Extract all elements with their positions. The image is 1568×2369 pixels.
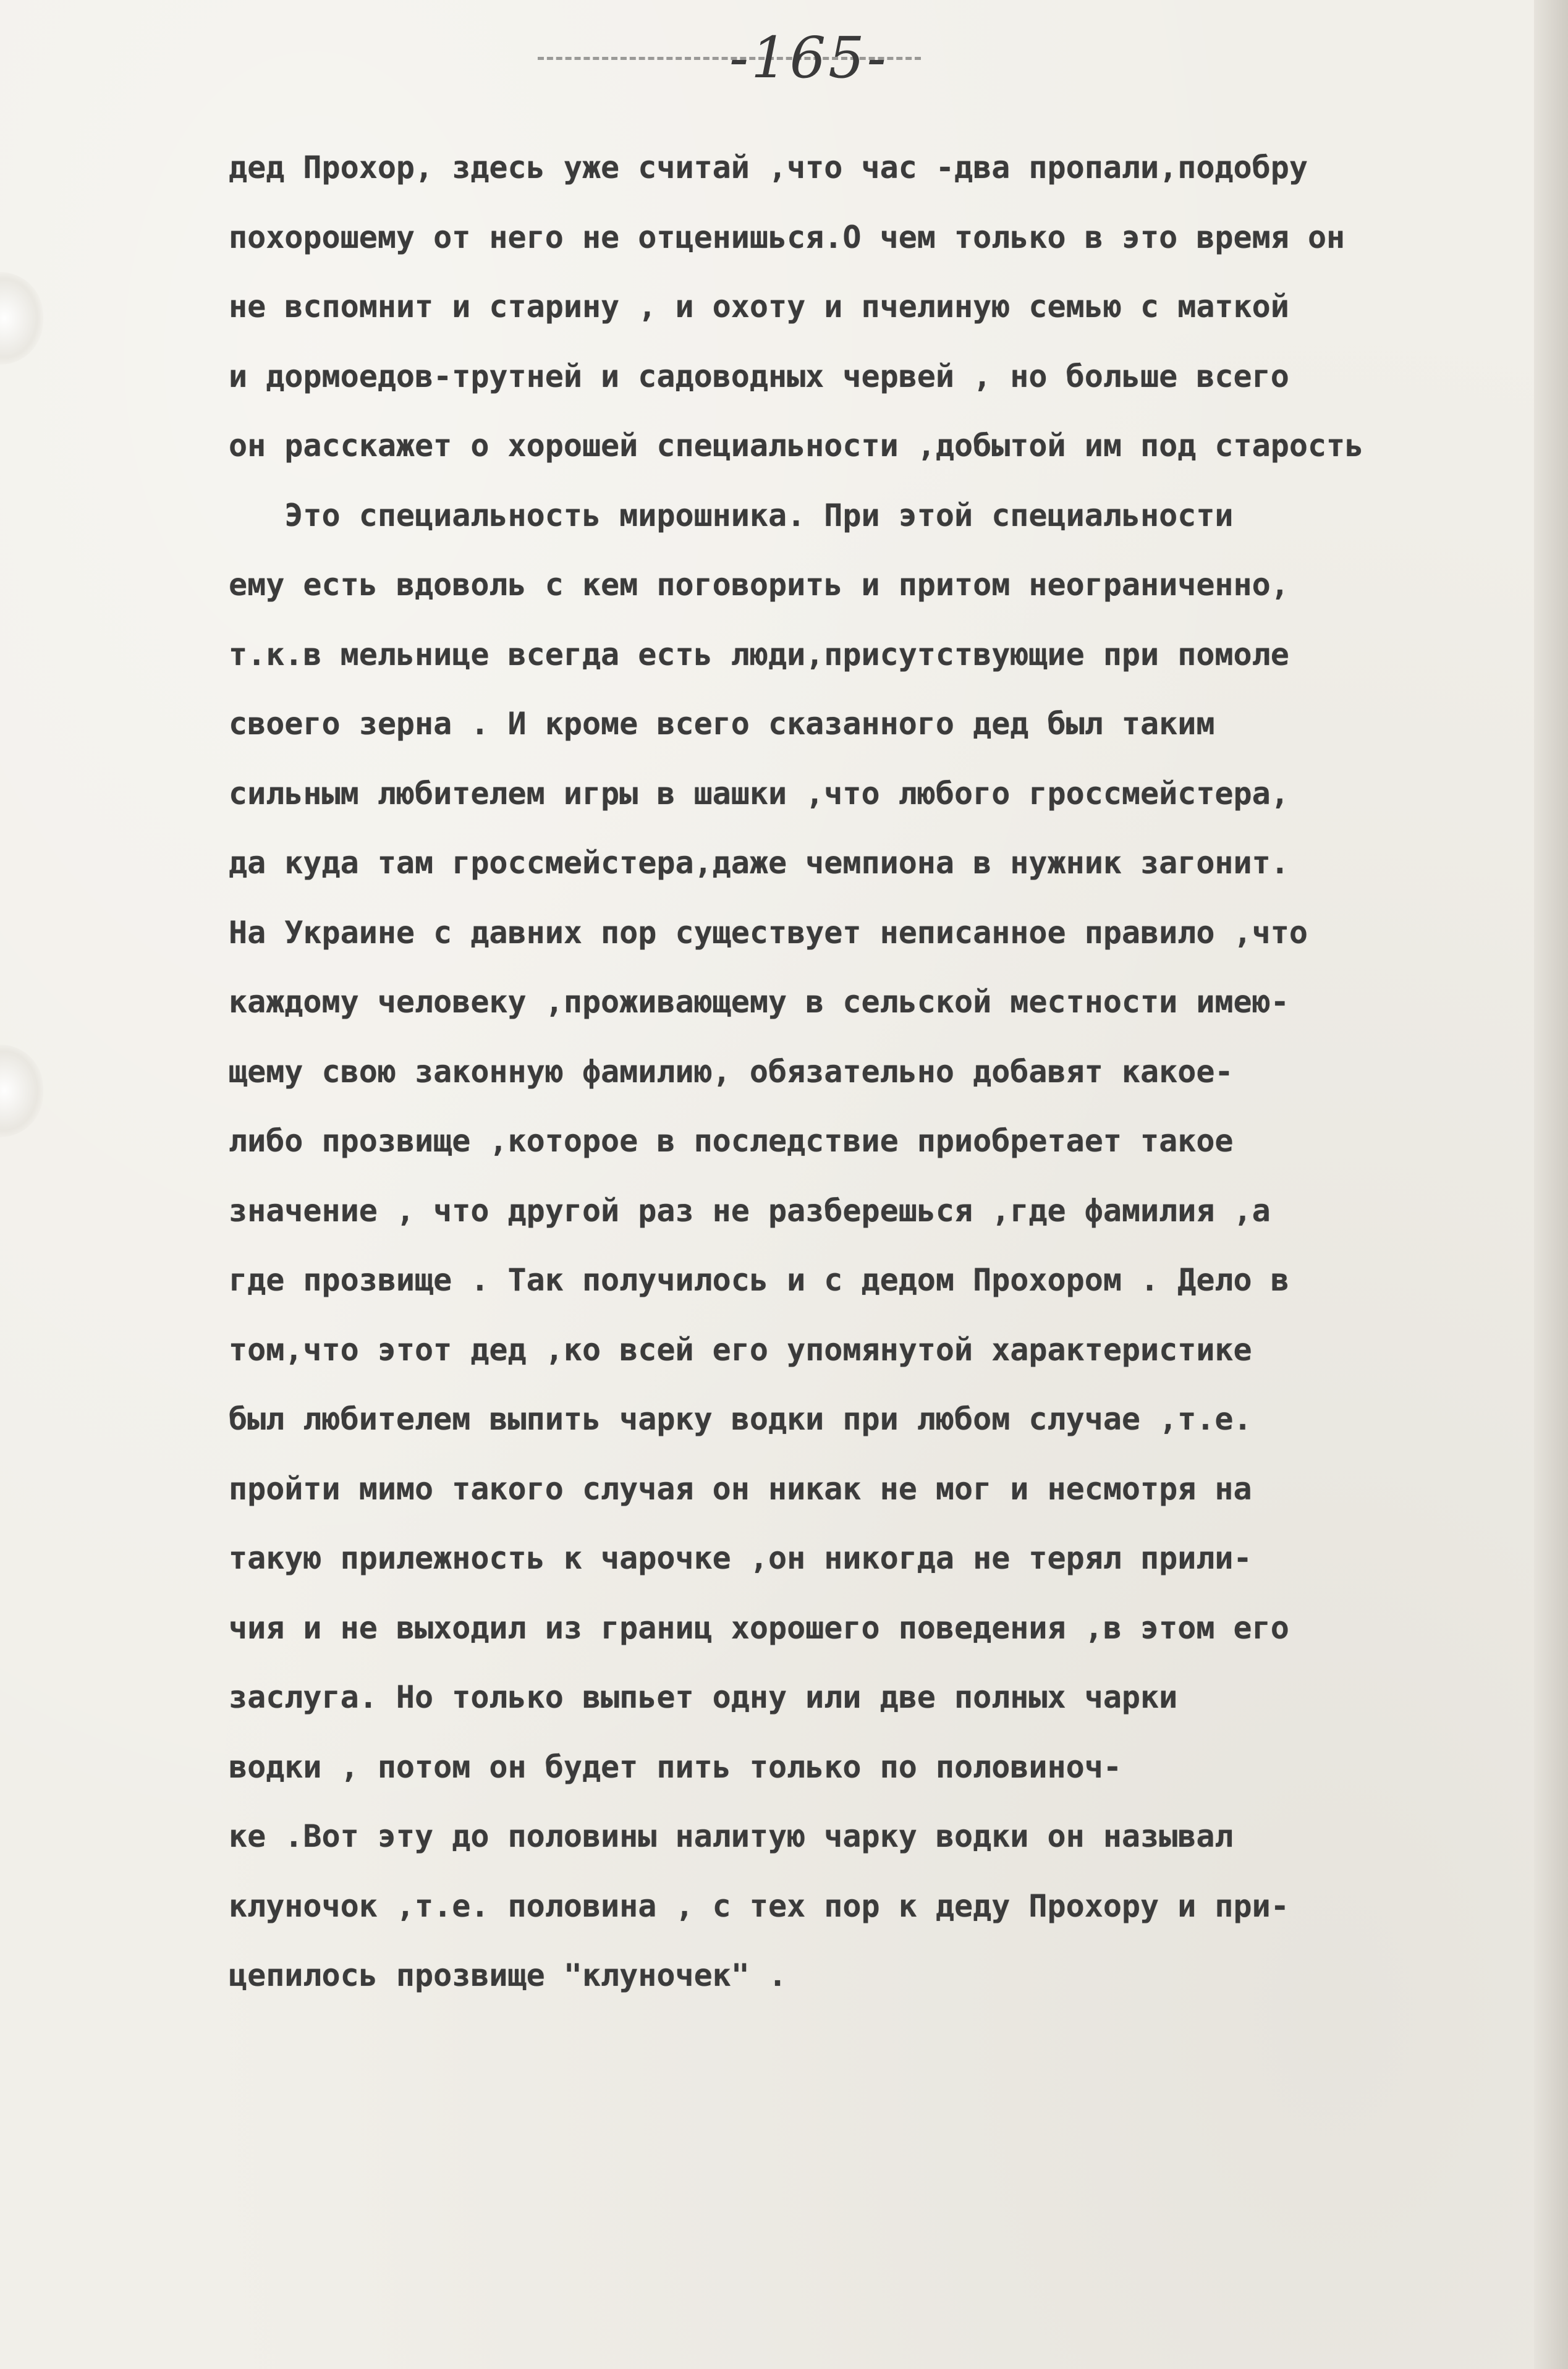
text-line: такую прилежность к чарочке ,он никогда не терял прили- xyxy=(229,1540,1252,1576)
text-line: цепилось прозвище "клуночек" . xyxy=(229,1957,787,1993)
punch-hole xyxy=(0,272,43,365)
text-line: значение , что другой раз не разберешься ,где фамилия ,а xyxy=(229,1192,1271,1229)
text-line: пройти мимо такого случая он никак не мог и несмотря на xyxy=(229,1470,1252,1507)
text-line: не вспомнит и старину , и охоту и пчелиную семью с маткой xyxy=(229,289,1289,324)
text-line: либо прозвище ,которое в последствие приобретает такое xyxy=(229,1123,1234,1159)
text-line: дед Прохор, здесь уже считай ,что час -два пропали,подобру xyxy=(229,150,1308,185)
text-line: да куда там гроссмейстера,даже чемпиона в нужник загонит. xyxy=(229,845,1289,881)
text-line: клуночок ,т.е. половина , с тех пор к деду Прохору и при- xyxy=(229,1888,1289,1924)
text-line: ему есть вдоволь с кем поговорить и притом неограниченно, xyxy=(229,567,1289,603)
text-line: чия и не выходил из границ хорошего поведения ,в этом его xyxy=(229,1609,1289,1646)
text-line: На Украине с давних пор существует неписанное правило ,что xyxy=(229,914,1308,951)
text-line: щему свою законную фамилию, обязательно добавят какое- xyxy=(229,1053,1234,1090)
text-line: заслуга. Но только выпьет одну или две полных чарки xyxy=(229,1679,1178,1715)
text-line: он расскажет о хорошей специальности ,добытой им под старость xyxy=(229,428,1364,464)
text-line: был любителем выпить чарку водки при любом случае ,т.е. xyxy=(229,1401,1252,1437)
text-line: Это специальность мирошника. При этой специальности xyxy=(229,497,1234,533)
text-line: где прозвище . Так получилось и с дедом Прохором . Дело в xyxy=(229,1262,1289,1298)
text-line: сильным любителем игры в шашки ,что любого гроссмейстера, xyxy=(229,775,1289,812)
page-edge-shadow xyxy=(1534,0,1568,2369)
text-line: т.к.в мельнице всегда есть люди,присутствующие при помоле xyxy=(229,636,1289,672)
text-line: водки , потом он будет пить только по половиноч- xyxy=(229,1748,1122,1785)
punch-hole xyxy=(0,1045,43,1137)
body-text xyxy=(229,133,1539,2011)
text-line: том,что этот дед ,ко всей его упомянутой характеристике xyxy=(229,1331,1252,1368)
text-line: своего зерна . И кроме всего сказанного дед был таким xyxy=(229,706,1215,742)
page-number: -165- xyxy=(729,25,889,91)
text-line: похорошему от него не отценишься.О чем только в это время он xyxy=(229,219,1346,255)
text-line: ке .Вот эту до половины налитую чарку водки он называл xyxy=(229,1818,1234,1854)
text-line: и дормоедов-трутней и садоводных червей , но больше всего xyxy=(229,358,1289,394)
text-line: каждому человеку ,проживающему в сельской местности имею- xyxy=(229,984,1289,1020)
